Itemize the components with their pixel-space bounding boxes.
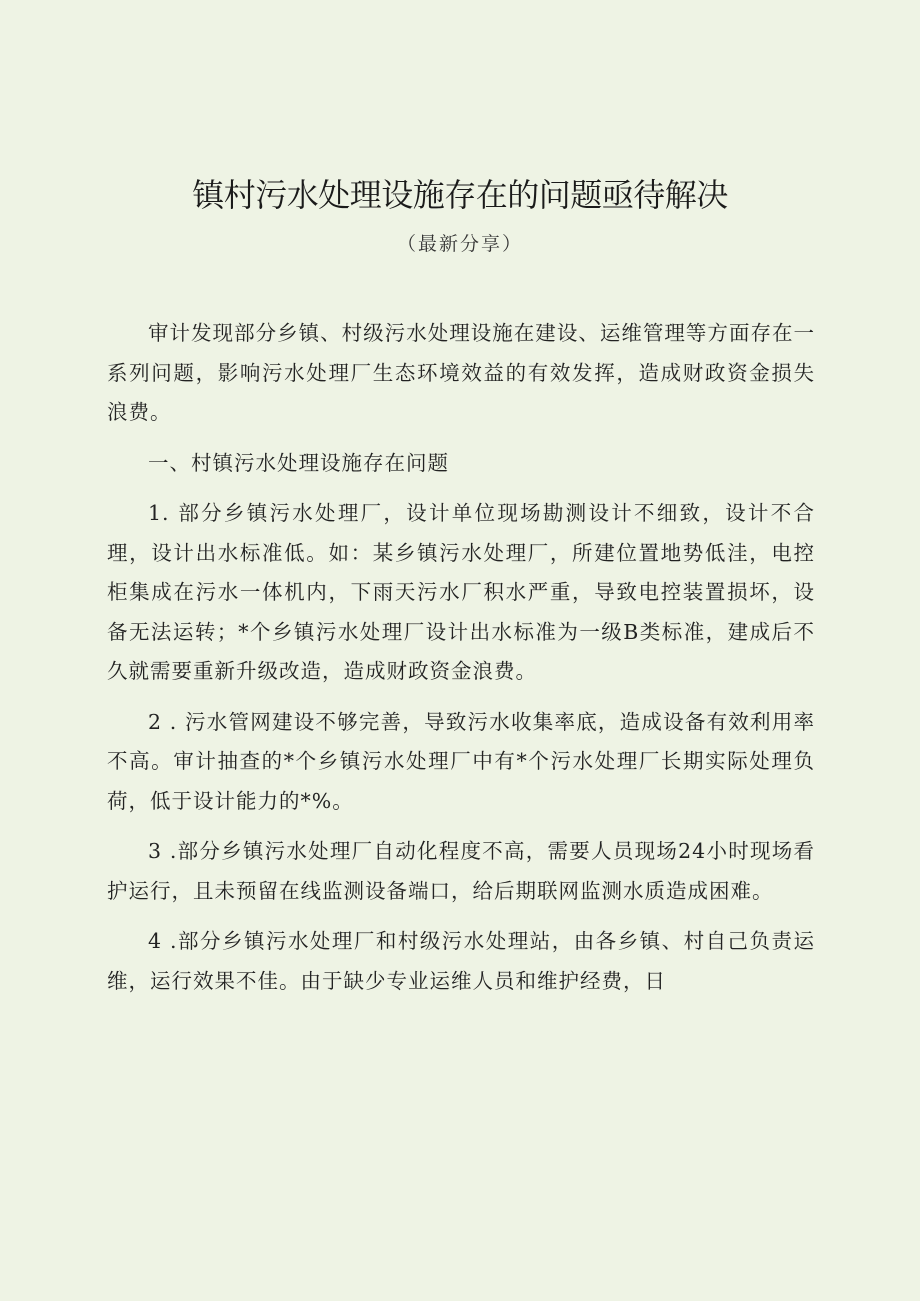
list-item-2: 2 . 污水管网建设不够完善，导致污水收集率底，造成设备有效利用率不高。审计抽查的*个乡镇污水处理厂中有*个污水处理厂长期实际处理负荷，低于设计能力的*%。 — [107, 709, 815, 813]
document-subtitle: （最新分享） — [396, 233, 523, 255]
section-heading: 一、村镇污水处理设施存在问题 — [148, 450, 449, 475]
intro-paragraph: 审计发现部分乡镇、村级污水处理设施在建设、运维管理等方面存在一系列问题，影响污水处理厂生态环境效益的有效发挥，造成财政资金损失浪费。 — [107, 321, 815, 424]
list-item-4: 4 .部分乡镇污水处理厂和村级污水处理站，由各乡镇、村自己负责运维，运行效果不佳。由于缺少专业运维人员和维护经费，日 — [107, 929, 815, 993]
document-title: 镇村污水处理设施存在的问题亟待解决 — [192, 176, 728, 214]
list-item-1: 1. 部分乡镇污水处理厂，设计单位现场勘测设计不细致，设计不合理，设计出水标准低。如：某乡镇污水处理厂，所建位置地势低洼，电控柜集成在污水一体机内，下雨天污水厂积水严重，导致电控装置损坏，设备无法运转；*个乡镇污水处理厂设计出水标准为一级B类标准，建成后不久就需要重新升级改造，造成财政资金浪费。 — [107, 501, 815, 683]
list-item-3: 3 .部分乡镇污水处理厂自动化程度不高，需要人员现场24小时现场看护运行，且未预留在线监测设备端口，给后期联网监测水质造成困难。 — [107, 839, 815, 903]
document-body — [107, 314, 815, 1012]
